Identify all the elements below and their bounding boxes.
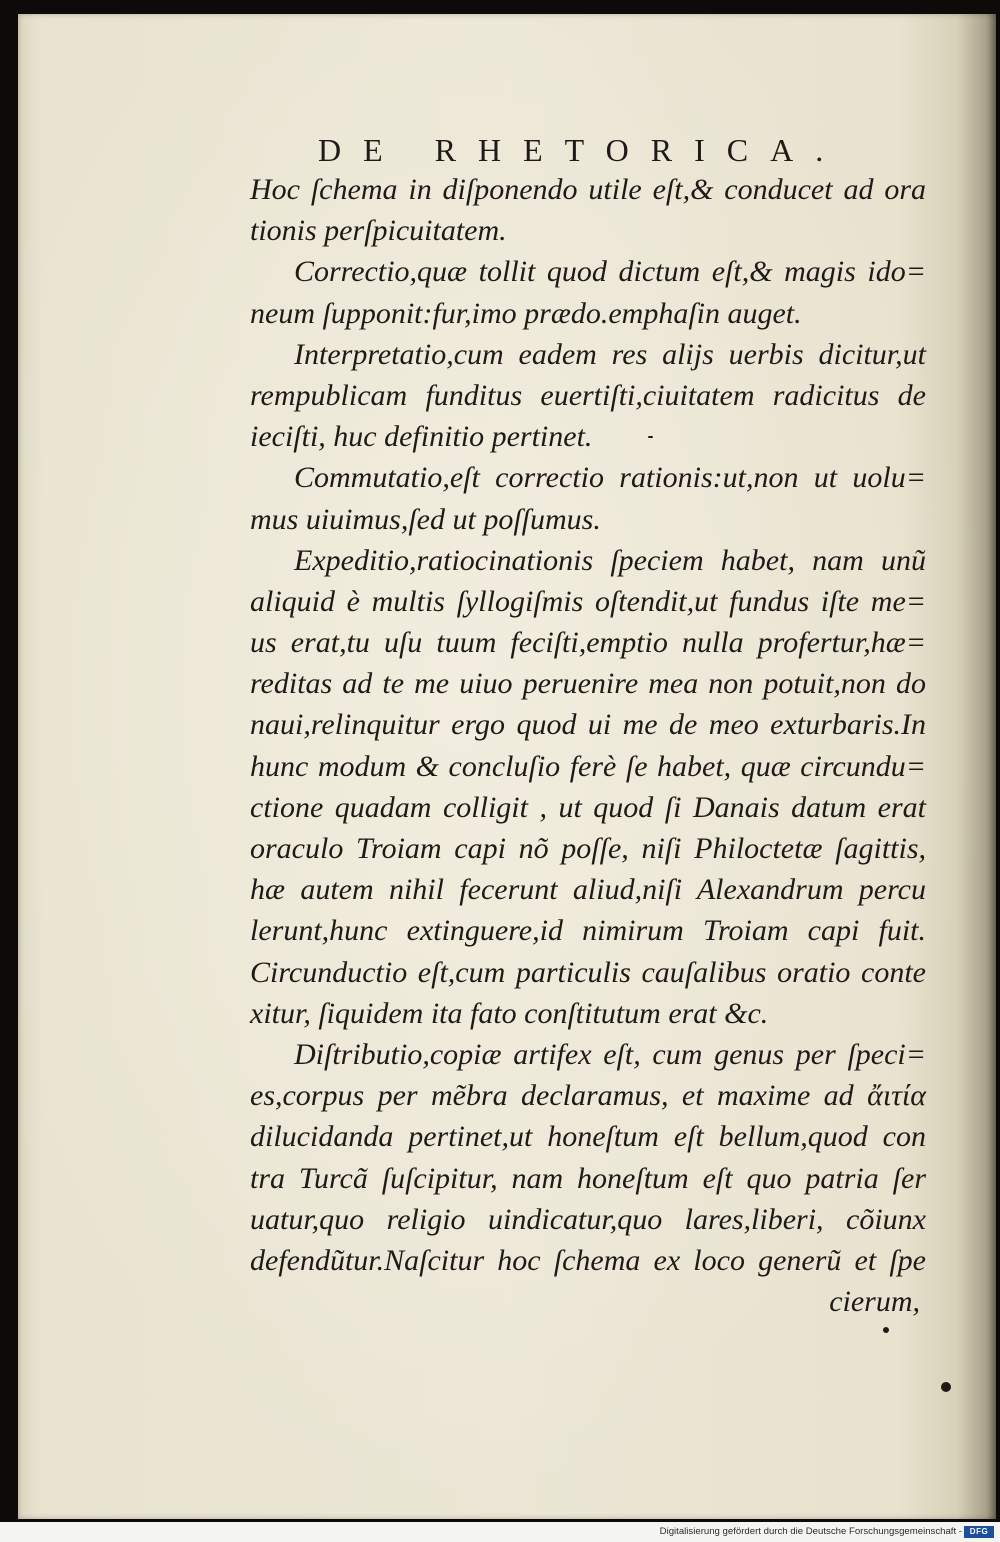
text-line: Interpretatio,cum eadem res alijs uerbis dicitur,ut [294, 337, 926, 371]
text-line: neum ſupponit:fur,imo prædo.emphaſin auget. [250, 296, 802, 330]
text-line: aliquid è multis ſyllogiſmis oſtendit,ut fundus iſte me= [250, 584, 926, 618]
text-line: naui,relinquitur ergo quod ui me de meo exturbaris.In [250, 708, 926, 742]
text-line: rempublicam funditus euertiſti,ciuitatem radicitus de [250, 378, 926, 412]
text-line: hæ autem nihil fecerunt aliud,niſi Alexandrum percu [250, 873, 926, 907]
digitization-footer [0, 1522, 1000, 1542]
dfg-logo [964, 1526, 994, 1538]
ink-speck [648, 436, 653, 438]
text-line: dilucidanda pertinet,ut honeſtum eſt bellum,quod con [250, 1120, 926, 1154]
text-line: ctione quadam colligit , ut quod ſi Danais datum erat [250, 790, 926, 824]
text-line: tra Turcã ſuſcipitur, nam honeſtum eſt quo patria ſer [250, 1161, 926, 1195]
text-line: Hoc ſchema in diſponendo utile eſt,& conducet ad ora [250, 173, 926, 206]
text-line: es,corpus per mẽbra declaramus, et maxime ad ἄιτία [250, 1079, 926, 1113]
text-line: lerunt,hunc extinguere,id nimirum Troiam capi fuit. [250, 914, 926, 948]
text-line: Circunductio eſt,cum particulis cauſalibus oratio conte [250, 955, 926, 989]
catchword: cierum, [829, 1285, 920, 1319]
text-line: oraculo Troiam capi nõ poſſe, niſi Philoctetæ ſagittis, [250, 832, 926, 865]
text-line: defendũtur.Naſcitur hoc ſchema ex loco generũ et ſpe [250, 1243, 926, 1277]
dfg-logo-text: DFG [964, 1526, 994, 1538]
text-line: tionis perſpicuitatem. [250, 214, 507, 248]
text-line: mus uiuimus,ſed ut poſſumus. [250, 502, 601, 536]
book-page [18, 14, 996, 1519]
text-line: Expeditio,ratiocinationis ſpeciem habet, nam unũ [294, 543, 926, 577]
ink-dot [941, 1382, 951, 1392]
funding-credit: Digitalisierung gefördert durch die Deutsche Forschungsgemeinschaft - [659, 1526, 962, 1537]
text-line: Diſtributio,copiæ artifex eſt, cum genus per ſpeci= [294, 1037, 926, 1071]
text-line: hunc modum & concluſio ferè ſe habet, quæ circundu= [250, 749, 926, 783]
text-line: Commutatio,eſt correctio rationis:ut,non ut uolu= [294, 461, 926, 495]
text-line: us erat,tu uſu tuum feciſti,emptio nulla profertur,hæ= [250, 626, 926, 660]
ink-dot [883, 1327, 889, 1333]
text-line: ieciſti, huc definitio pertinet. [250, 420, 593, 454]
text-line: reditas ad te me uiuo peruenire mea non potuit,non do [250, 667, 926, 701]
text-line: xitur, ſiquidem ita fato conſtitutum erat &c. [250, 996, 769, 1030]
running-head: DE RHETORICA. [318, 132, 846, 168]
text-line: uatur,quo religio uindicatur,quo lares,liberi, cõiunx [250, 1202, 926, 1236]
text-line: Correctio,quæ tollit quod dictum eſt,& magis ido= [294, 255, 926, 289]
body-text [250, 169, 926, 1322]
